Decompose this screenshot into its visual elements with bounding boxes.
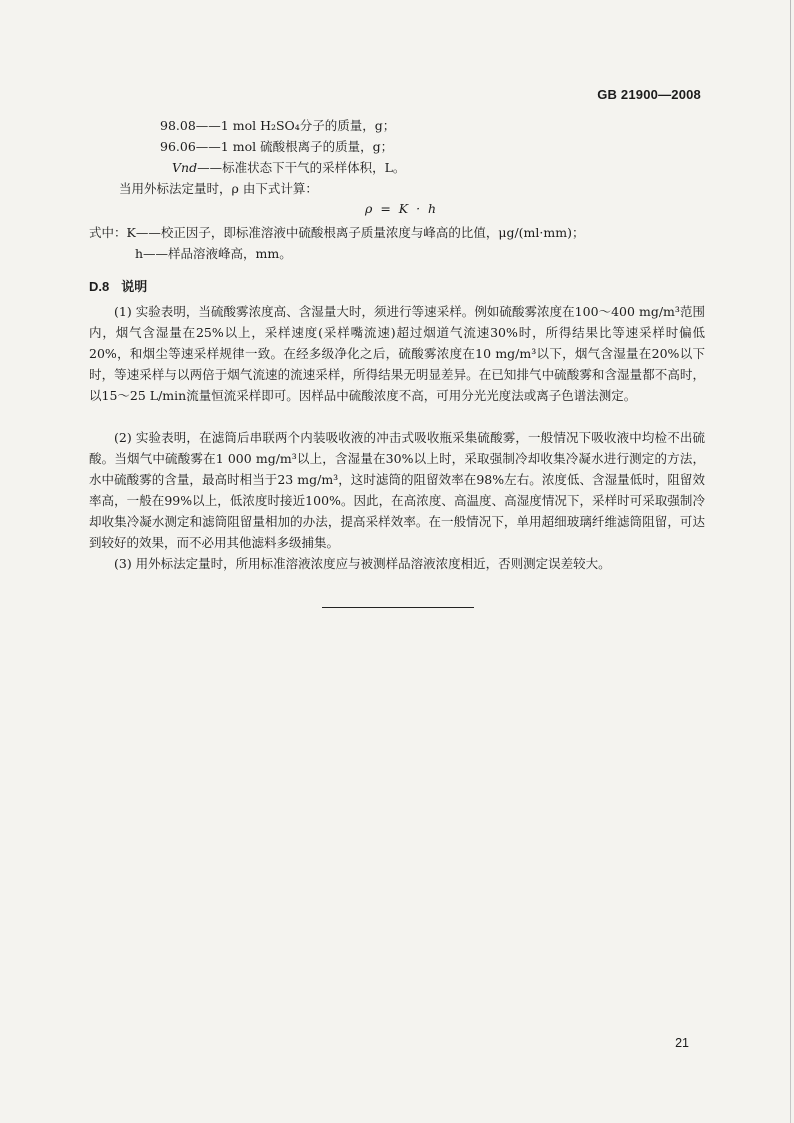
page-number: 21 [675,1036,689,1050]
section-title: 说明 [121,279,148,294]
definition-list [160,115,405,178]
definition-row [160,157,405,178]
section-heading [89,276,147,295]
standard-code-header: GB 21900—2008 [597,87,701,102]
paragraph-3: (3) 用外标法定量时，所用标准溶液浓度应与被测样品溶液浓度相近，否则测定误差较大。 [114,556,611,571]
formula: ρ = K · h [365,201,439,216]
definition-desc: ——1 mol 硫酸根离子的质量，g； [195,139,394,154]
where-k-line: 式中：K——校正因子，即标准溶液中硫酸根离子质量浓度与峰高的比值，μg/(ml·mm)； [89,225,585,240]
where-h-line: h——样品溶液峰高，mm。 [135,246,292,261]
section-number: D.8 [89,279,110,294]
end-rule [322,607,474,608]
definition-row [160,136,405,157]
definition-desc: ——1 mol H₂SO₄分子的质量，g； [195,118,396,133]
scan-edge-line [790,0,791,1123]
definition-symbol: 98.08 [160,118,196,133]
definition-desc: ——标准状态下干气的采样体积，L。 [197,160,406,175]
external-standard-intro: 当用外标法定量时，ρ 由下式计算： [119,181,318,196]
definition-symbol: 96.06 [160,139,196,154]
definition-row [160,115,405,136]
paragraph-2: (2) 实验表明，在滤筒后串联两个内装吸收液的冲击式吸收瓶采集硫酸雾，一般情况下吸收液中均检不出硫酸。当烟气中硫酸雾在1 000 mg/m³以上，含湿量在30%以上时，采取强制冷却收集冷凝水进行测定的方法，水中硫酸雾的含量，最高时相当于23 mg/m³，这时滤筒的阻留效率在98%左右。浓度低、含湿量低时，阻留效率高，一般在99%以上，低浓度时接近100%。因此，在高浓度、高温度、高湿度情况下，采样时可采取强制冷却收集冷凝水测定和滤筒阻留量相加的办法，提高采样效率。在一般情况下，单用超细玻璃纤维滤筒阻留，可达到较好的效果，而不必用其他滤料多级捕集。 [89,430,705,550]
definition-symbol: Vnd [172,160,198,175]
paragraph-1: (1) 实验表明，当硫酸雾浓度高、含湿量大时，须进行等速采样。例如硫酸雾浓度在100～400 mg/m³范围内，烟气含湿量在25%以上，采样速度(采样嘴流速)超过烟道气流速30%时，所得结果比等速采样时偏低20%，和烟尘等速采样规律一致。在经多级净化之后，硫酸雾浓度在10 mg/m³以下，烟气含湿量在20%以下时，等速采样与以两倍于烟气流速的流速采样，所得结果无明显差异。在已知排气中硫酸雾和含湿量都不高时，以15～25 L/min流量恒流采样即可。因样品中硫酸浓度不高，可用分光光度法或离子色谱法测定。 [89,304,705,403]
